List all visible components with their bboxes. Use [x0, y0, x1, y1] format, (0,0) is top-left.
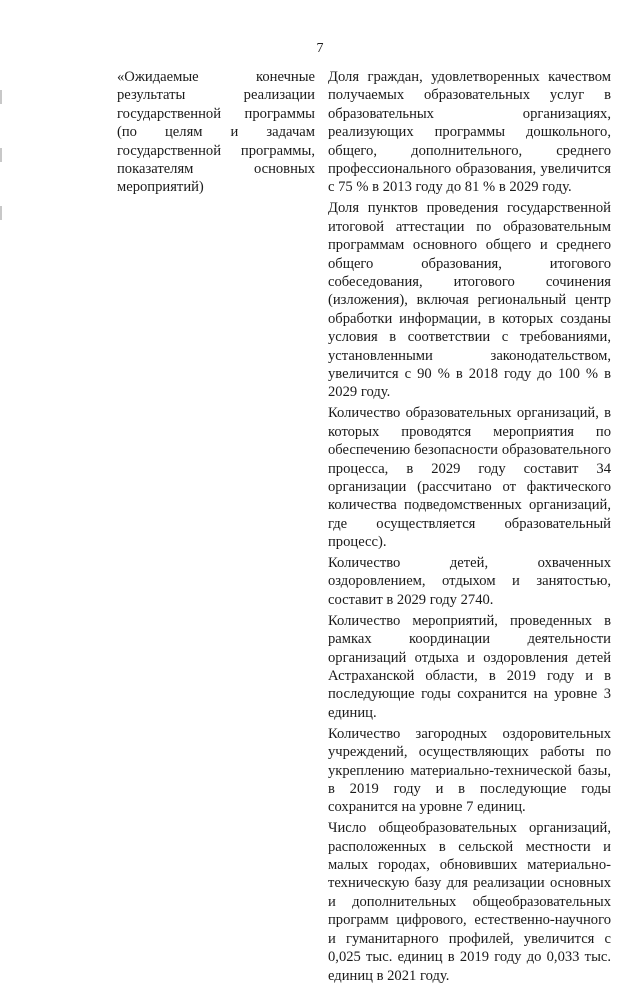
- result-paragraph-children-recreation: Количество детей, охваченных оздоровлением, отдыхом и занятостью, составит в 2029 году 2740.: [328, 555, 611, 608]
- result-paragraph-satisfaction-share: Доля граждан, удовлетворенных качеством получаемых образовательных услуг в образовательных организациях, реализующих программы дошкольного, общего, дополнительного, среднего профессионального образования, увеличится с 75 % в 2013 году до 81 % в 2029 году.: [328, 69, 611, 196]
- expected-results-content: [328, 68, 611, 987]
- scan-margin-mark: [0, 148, 2, 162]
- section-heading-expected-results: «Ожидаемые конечные результаты реализации государственной программы (по целям и задачам государственной программы, показателям основных мероприятий): [117, 69, 315, 196]
- result-paragraph-safety-organizations: Количество образовательных организаций, в которых проводятся мероприятия по обеспечению безопасности образовательного процесса, в 2029 году составит 34 организации (рассчитано от фактического количества подведомственных организаций, где осуществляется образовательный процесс).: [328, 405, 611, 551]
- result-paragraph-coordination-events: Количество мероприятий, проведенных в рамках координации деятельности организаций отдыха и оздоровления детей Астраханской области, в 2019 году и в последующие годы сохранится на уровне 3 единиц.: [328, 612, 611, 721]
- scan-margin-mark: [0, 90, 2, 104]
- result-paragraph-rural-schools: Число общеобразовательных организаций, расположенных в сельской местности и малых городах, обновивших материально-техническую базу для реализации основных и дополнительных общеобразовательных программ цифрового, естественно-научного и гуманитарного профилей, увеличится с 0,025 тыс. единиц в 2019 году до 0,033 тыс. единиц в 2021 году.: [328, 820, 611, 984]
- result-paragraph-exam-points-share: Доля пунктов проведения государственной итоговой аттестации по образовательным программам основного общего и среднего общего образования, итогового собеседования, итогового сочинения (изложения), включая региональный центр обработки информации, в которых созданы условия в соответствии с требованиями, установленными законодательством, увеличится с 90 % в 2018 году до 100 % в 2029 году.: [328, 200, 611, 401]
- result-paragraph-camps-renovation: Количество загородных оздоровительных учреждений, осуществляющих работы по укреплению материально-технической базы, в 2019 году и в последующие годы сохранится на уровне 7 единиц.: [328, 725, 611, 816]
- page-number: 7: [316, 41, 324, 56]
- scan-margin-mark: [0, 206, 2, 220]
